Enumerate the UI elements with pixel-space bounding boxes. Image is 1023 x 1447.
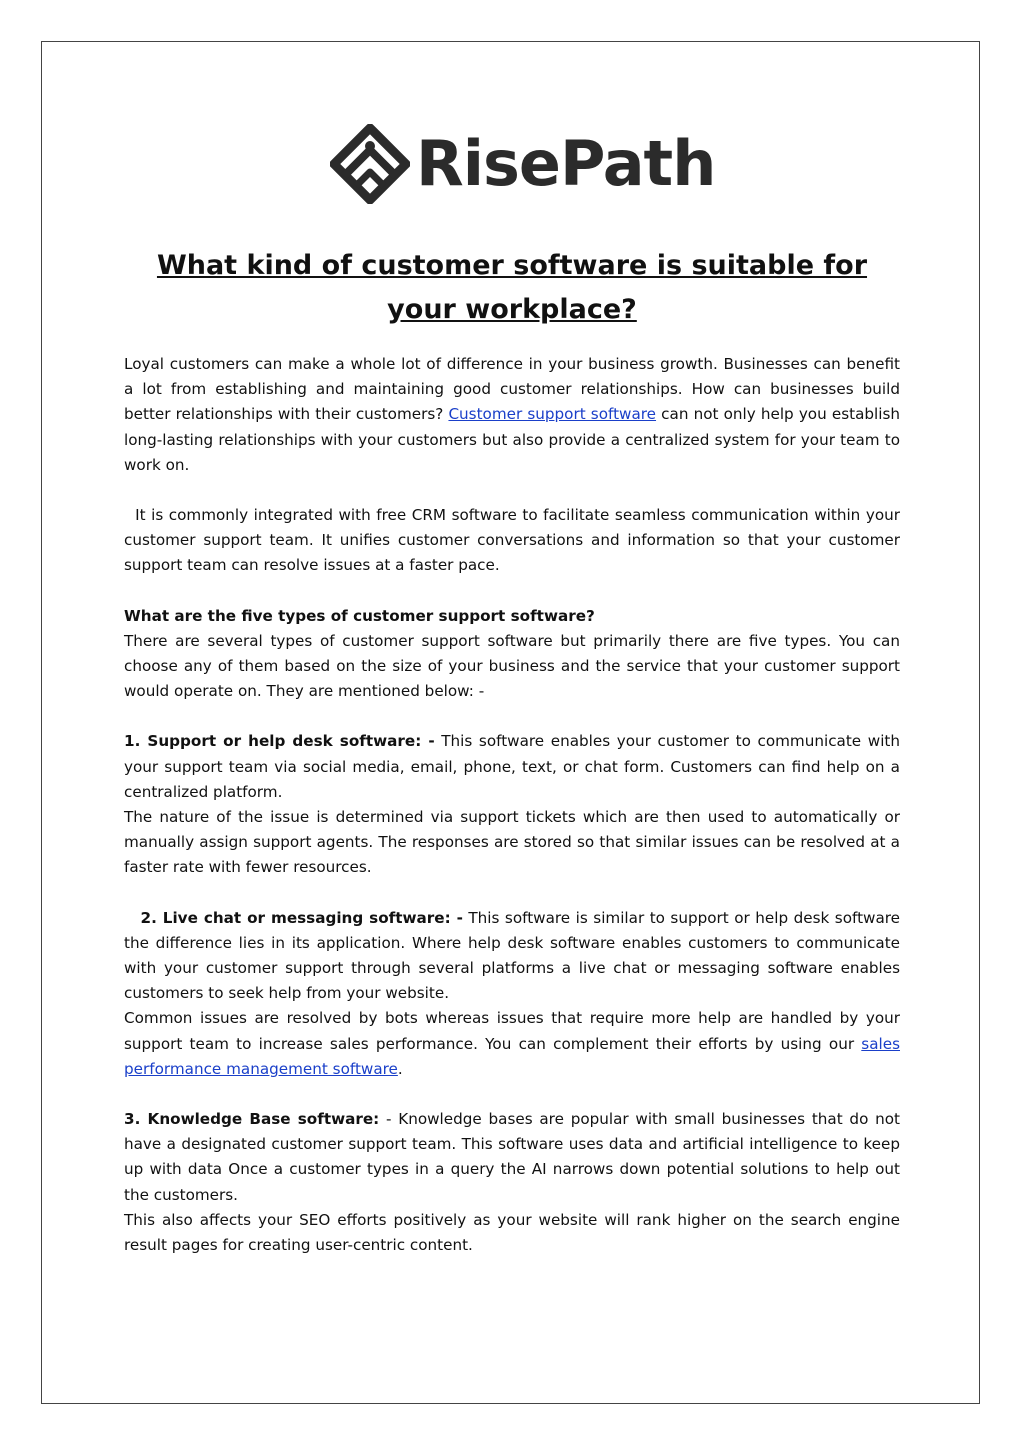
item3-detail: This also affects your SEO efforts positively as your website will rank higher on the search engine result pages for creating user-centric content. xyxy=(124,1210,900,1255)
item2-label: 2. Live chat or messaging software: - xyxy=(140,908,463,927)
crm-paragraph: It is commonly integrated with free CRM software to facilitate seamless communication within your customer support team. It unifies customer conversations and information so that your customer support team can resolve issues at a faster pace. xyxy=(124,506,900,575)
risepath-mountain-icon xyxy=(330,124,410,204)
item1-label: 1. Support or help desk software: - xyxy=(124,732,435,751)
logo xyxy=(330,120,716,206)
customer-support-software-link[interactable]: Customer support software xyxy=(448,405,657,424)
types-heading: What are the five types of customer support software? xyxy=(124,606,595,625)
sales-performance-link[interactable]: sales performance management software xyxy=(124,1034,900,1078)
item1-paragraph: 1. Support or help desk software: - This software enables your customer to communicate with your support team via social media, email, phone, text, or chat form. Customers can find help on a centralized platform. xyxy=(124,732,900,801)
logo-text: RisePath xyxy=(416,127,716,200)
item1-detail: The nature of the issue is determined via support tickets which are then used to automatically or manually assign support agents. The responses are stored so that similar issues can be resolved at a faster rate with fewer resources. xyxy=(124,808,900,877)
item3-paragraph: 3. Knowledge Base software: - Knowledge bases are popular with small businesses that do not have a designated customer support team. This software uses data and artificial intelligence to keep up with data Once a customer types in a query the AI narrows down potential solutions to help out the customers. xyxy=(124,1110,900,1204)
article-body xyxy=(124,352,900,1258)
item3-label: 3. Knowledge Base software: xyxy=(124,1110,380,1129)
item2-detail: Common issues are resolved by bots whereas issues that require more help are handled by your support team to increase sales performance. You can complement their efforts by using our sales performance management software. xyxy=(124,1009,900,1078)
types-intro: There are several types of customer support software but primarily there are five types. You can choose any of them based on the size of your business and the service that your customer support would operate on. They are mentioned below: - xyxy=(124,631,900,701)
item2-paragraph: 2. Live chat or messaging software: - This software is similar to support or help desk software the difference lies in its application. Where help desk software enables customers to communicate with your customer support through several platforms a live chat or messaging software enables customers to seek help from your website. xyxy=(124,908,901,1003)
intro-paragraph: Loyal customers can make a whole lot of difference in your business growth. Businesses can benefit a lot from establishing and maintaining good customer relationships. How can businesses build better relationships with their customers? Customer support software can not only help you establish long-lasting relationships with your customers but also provide a centralized system for your team to work on. xyxy=(124,355,900,474)
page-title: What kind of customer software is suitable for your workplace? xyxy=(156,250,868,325)
